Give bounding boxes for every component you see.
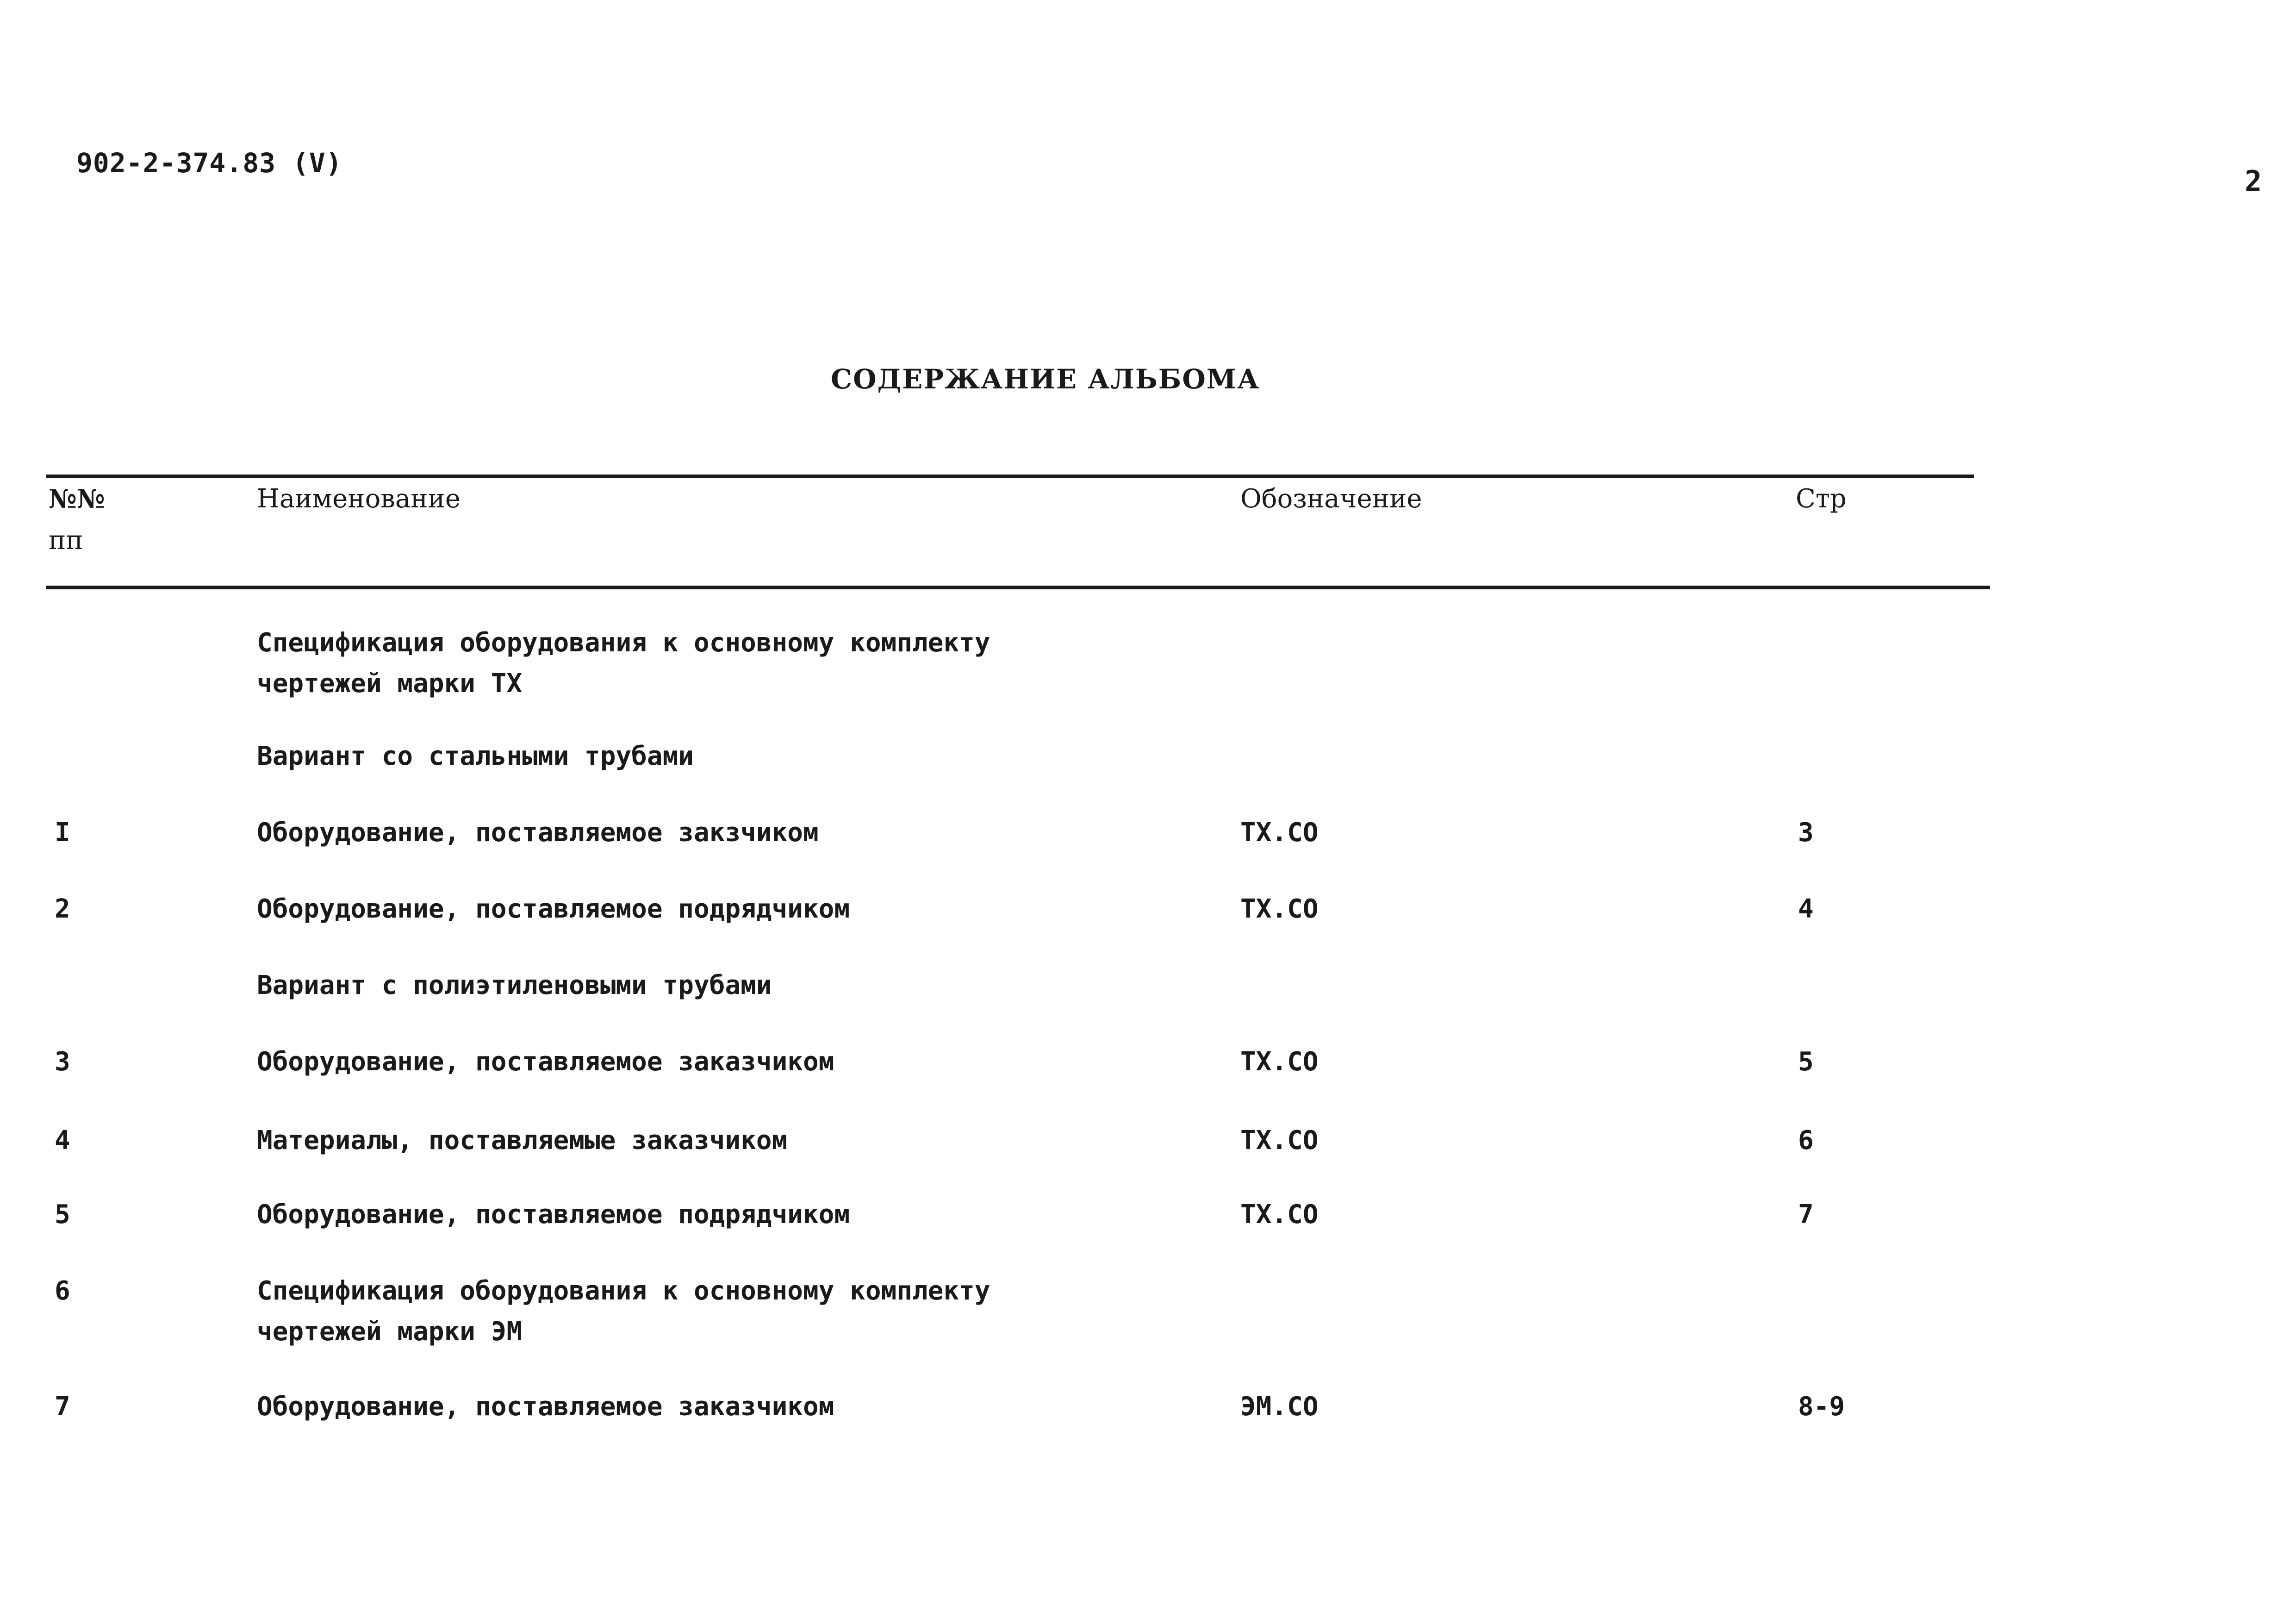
row-name-line: Оборудование, поставляемое подрядчиком [257, 894, 850, 924]
row-designation: ТХ.СО [1240, 1047, 1319, 1077]
row-name-line: чертежей марки ТХ [257, 668, 523, 699]
row-number: I [55, 818, 70, 848]
row-designation: ТХ.СО [1240, 1199, 1319, 1230]
row-designation: ТХ.СО [1240, 818, 1319, 848]
row-name [257, 1042, 1182, 1082]
row-name [257, 736, 1182, 777]
row-number: 6 [55, 1276, 70, 1306]
row-name-line: Спецификация оборудования к основному комплекту [257, 1276, 990, 1306]
row-number: 3 [55, 1047, 70, 1077]
row-name-line: Вариант с полиэтиленовыми трубами [257, 970, 772, 1000]
row-name [257, 812, 1182, 853]
row-number: 4 [55, 1125, 70, 1156]
row-name-line: Материалы, поставляемые заказчиком [257, 1125, 788, 1156]
row-designation: ТХ.СО [1240, 1125, 1319, 1156]
row-number: 5 [55, 1199, 70, 1230]
row-name-line: Спецификация оборудования к основному комплекту [257, 628, 990, 658]
row-page: 5 [1798, 1047, 1814, 1077]
row-name-line: Оборудование, поставляемое закзчиком [257, 818, 819, 848]
row-name [257, 623, 1182, 704]
column-header-name: Наименование [257, 484, 460, 514]
table-top-rule [46, 475, 1974, 478]
row-name-line: Оборудование, поставляемое заказчиком [257, 1047, 834, 1077]
row-number: 2 [55, 894, 70, 924]
row-name [257, 1387, 1182, 1427]
row-designation: ТХ.СО [1240, 894, 1319, 924]
row-page: 7 [1798, 1199, 1814, 1230]
row-page: 8-9 [1798, 1392, 1845, 1422]
table-header-rule [46, 586, 1990, 589]
row-name-line: Оборудование, поставляемое заказчиком [257, 1392, 834, 1422]
row-name [257, 1194, 1182, 1235]
row-name [257, 965, 1182, 1006]
row-page: 6 [1798, 1125, 1814, 1156]
row-name [257, 1271, 1182, 1352]
row-page: 4 [1798, 894, 1814, 924]
row-name-line: Вариант со стальными трубами [257, 741, 694, 771]
row-name-line: Оборудование, поставляемое подрядчиком [257, 1199, 850, 1230]
page-number: 2 [2245, 164, 2262, 198]
row-number: 7 [55, 1392, 70, 1422]
row-page: 3 [1798, 818, 1814, 848]
row-designation: ЭМ.СО [1240, 1392, 1319, 1422]
column-header-designation: Обозначение [1240, 484, 1422, 514]
row-name [257, 889, 1182, 930]
row-name [257, 1120, 1182, 1161]
column-header-number: №№ [49, 484, 105, 514]
column-header-number-sub: пп [49, 525, 83, 556]
column-header-page: Стр [1796, 484, 1847, 514]
row-name-line: чертежей марки ЭМ [257, 1317, 523, 1347]
document-code: 902-2-374.83 (V) [76, 147, 342, 179]
document-title: СОДЕРЖАНИЕ АЛЬБОМА [831, 363, 1260, 395]
